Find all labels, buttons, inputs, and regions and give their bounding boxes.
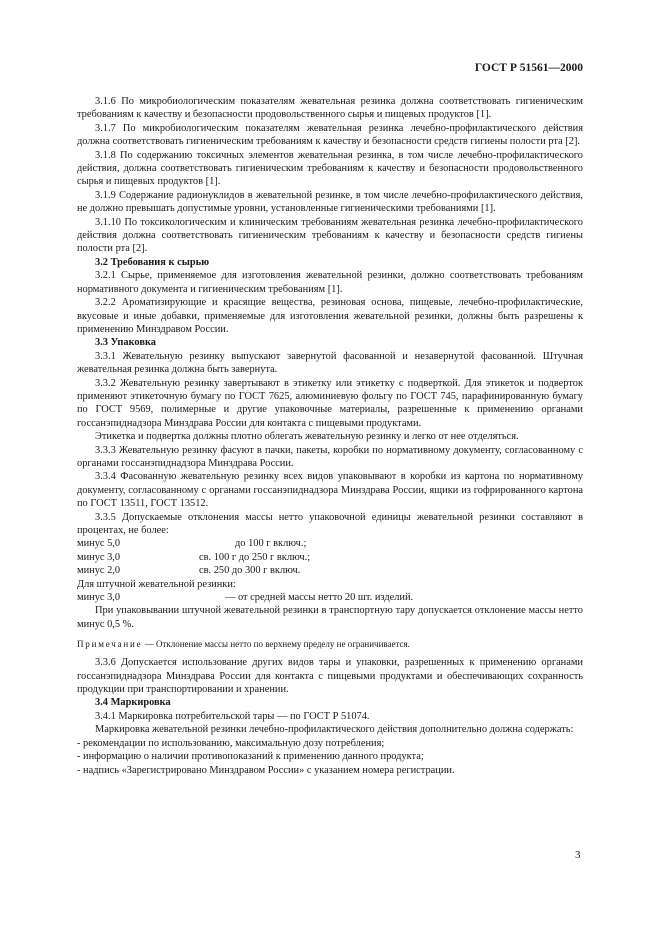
tolerance-value: минус 3,0 (77, 592, 121, 604)
paragraph-3-2-2: 3.2.2 Ароматизирующие и красящие вещества, резиновая основа, пищевые, лечебно-профилактические, вкусовые и иные добавки, применяемые для изготовления жевательной резинки, должны быть разрешены к применению Минздравом России. (77, 297, 583, 335)
tolerance-row (77, 564, 583, 577)
list-item: - надпись «Зарегистрировано Минздравом России» с указанием номера регистрации. (77, 764, 455, 776)
page-number: 3 (575, 849, 581, 861)
tolerance-value: минус 3,0 (77, 551, 121, 563)
note-label: Примечание (77, 639, 143, 650)
paragraph-3-4-1: 3.4.1 Маркировка потребительской тары — по ГОСТ Р 51074. (95, 710, 370, 722)
tolerance-range: св. 250 до 300 г включ. (199, 565, 301, 577)
piece-gum-label: Для штучной жевательной резинки: (77, 578, 236, 590)
note (77, 638, 583, 650)
document-header: ГОСТ Р 51561—2000 (474, 62, 583, 74)
paragraph-3-1-9: 3.1.9 Содержание радионуклидов в жевательной резинке, в том числе лечебно-профилактического действия, не должно превышать допустимые уровни, установленные гигиеническими требованиями [1]. (77, 189, 583, 215)
paragraph-3-3-6: 3.3.6 Допускается использование других видов тары и упаковки, разрешенных к применению органами госсанэпиднадзора Минздрава России для контакта с пищевыми продуктами и обеспечивающих сохранность продукции при транспортировании и хранении. (77, 657, 583, 696)
section-heading-3-2: 3.2 Требования к сырью (95, 256, 210, 268)
paragraph-3-1-8: 3.1.8 По содержанию токсичных элементов жевательная резинка, в том числе лечебно-профилактического действия, должна соответствовать гигиеническим требованиям к качеству и безопасности продовольственного сырья и пищевых продуктов [1]. (77, 149, 583, 188)
tolerance-range: — от средней массы нетто 20 шт. изделий. (225, 592, 414, 604)
paragraph-3-3-2-continued: Этикетка и подвертка должны плотно облегать жевательную резинку и легко от нее отделяться. (95, 431, 519, 443)
paragraph-3-2-1: 3.2.1 Сырье, применяемое для изготовления жевательной резинки, должно соответствовать требованиям нормативного документа и гигиеническим требованиям [1]. (77, 270, 583, 295)
list-item: - информацию о наличии противопоказаний к применению данного продукта; (77, 751, 424, 763)
tolerance-row (77, 537, 583, 550)
section-heading-3-3: 3.3 Упаковка (95, 337, 156, 349)
tolerance-value: минус 5,0 (77, 538, 121, 550)
paragraph-3-1-10: 3.1.10 По токсикологическим и клиническим требованиям жевательная резинка лечебно-профилактического действия должна соответствовать гигиеническим требованиям к качеству и безопасности средств гигиены полости рта [2]. (77, 216, 583, 255)
tolerance-range: св. 100 г до 250 г включ.; (199, 551, 311, 563)
paragraph-3-4-1-continued: Маркировка жевательной резинки лечебно-профилактического действия дополнительно должна содержать: (95, 724, 574, 736)
paragraph-3-3-2: 3.3.2 Жевательную резинку завертывают в этикетку или этикетку с подверткой. Для этикеток и подверток применяют этикеточную бумагу по ГОСТ 7625, алюминиевую фольгу по ГОСТ 745, парафинированную бумагу по ГОСТ 9569, полимерные и другие упаковочные материалы, разрешенные к применению органами госсанэпиднадзора Минздрава России для контакта с пищевыми продуктами. (77, 377, 583, 429)
paragraph-3-3-3: 3.3.3 Жевательную резинку фасуют в пачки, пакеты, коробки по нормативному документу, согласованному с органами госсанэпиднадзора Минздрава России. (77, 444, 583, 469)
section-heading-3-4: 3.4 Маркировка (95, 697, 171, 709)
tolerance-value: минус 2,0 (77, 565, 121, 577)
paragraph-3-1-6: 3.1.6 По микробиологическим показателям жевательная резинка должна соответствовать гигиеническим требованиям к качеству и безопасности продовольственного сырья и пищевых продуктов [1]. (77, 96, 583, 121)
page-body (77, 95, 583, 777)
tolerance-range: до 100 г включ.; (235, 538, 307, 550)
tolerance-row (77, 591, 583, 604)
paragraph-3-3-5-continued: При упаковывании штучной жевательной резинки в транспортную тару допускается отклонение массы нетто минус 0,5 %. (77, 605, 583, 630)
paragraph-3-3-5: 3.3.5 Допускаемые отклонения массы нетто упаковочной единицы жевательной резинки составляют в процентах, не более: (77, 511, 583, 536)
note-text: — Отклонение массы нетто по верхнему пределу не ограничивается. (142, 639, 410, 650)
paragraph-3-1-7: 3.1.7 По микробиологическим показателям жевательная резинка лечебно-профилактического действия должна соответствовать гигиеническим требованиям к качеству и безопасности средств гигиены полости рта [2]. (77, 122, 583, 148)
list-item: - рекомендации по использованию, максимальную дозу потребления; (77, 737, 385, 749)
tolerance-row (77, 551, 583, 564)
paragraph-3-3-1: 3.3.1 Жевательную резинку выпускают завернутой фасованной и незавернутой фасованной. Штучная жевательная резинка должна быть завернута. (77, 350, 583, 376)
paragraph-3-3-4: 3.3.4 Фасованную жевательную резинку всех видов упаковывают в коробки из картона по нормативному документу, согласованному с органами госсанэпиднадзора Минздрава России, ящики из гофрированного картона по ГОСТ 13511, ГОСТ 13512. (77, 471, 583, 510)
